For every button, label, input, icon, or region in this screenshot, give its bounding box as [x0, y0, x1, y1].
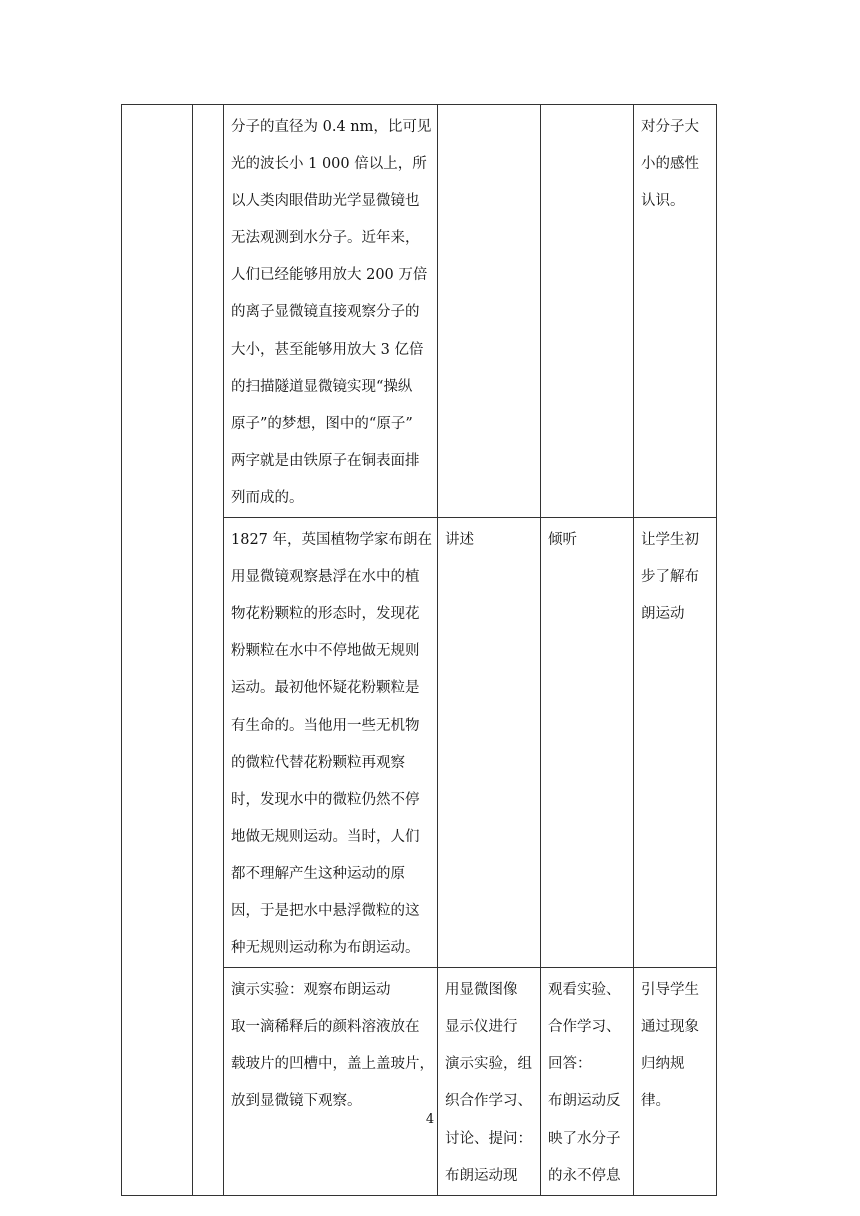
cell-line: 映了水分子 [548, 1130, 621, 1147]
teacher-activity-cell [438, 105, 541, 518]
cell-line: 时，发现水中的微粒仍然不停 [231, 791, 420, 808]
cell-line: 粉颗粒在水中不停地做无规则 [231, 643, 420, 660]
content-cell [224, 105, 438, 518]
cell-line: 因，于是把水中悬浮微粒的这 [231, 902, 420, 919]
page-number: 4 [425, 1112, 435, 1127]
cell-line: 讲述 [445, 532, 474, 549]
cell-line: 地做无规则运动。当时，人们 [231, 828, 420, 845]
cell-line: 对分子大 [641, 119, 699, 135]
cell-line: 1827 年，英国植物学家布朗在 [231, 532, 433, 549]
cell-line: 演示实验，组 [445, 1056, 532, 1073]
cell-line: 物花粉颗粒的形态时，发现花 [231, 606, 420, 623]
cell-line: 的扫描隧道显微镜实现“操纵 [231, 378, 413, 395]
cell-line: 取一滴稀释后的颜料溶液放在 [231, 1019, 420, 1036]
cell-line: 都不理解产生这种运动的原 [231, 865, 405, 882]
teacher-activity-cell [438, 968, 541, 1196]
cell-line: 小的感性 [641, 156, 699, 173]
cell-line: 用显微镜观察悬浮在水中的植 [231, 569, 420, 586]
cell-line: 朗运动 [641, 606, 685, 623]
lesson-plan-table [121, 104, 717, 1196]
design-intent-cell [634, 968, 717, 1196]
cell-line: 让学生初 [641, 532, 699, 549]
student-activity-cell [541, 105, 634, 518]
stage-cell [122, 105, 193, 1196]
cell-line: 光的波长小 1 000 倍以上，所 [231, 156, 427, 173]
cell-line: 步了解布 [641, 569, 699, 586]
cell-line: 讨论、提问： [445, 1130, 532, 1147]
cell-line: 归纳规 [641, 1056, 685, 1073]
cell-line: 无法观测到水分子。近年来， [231, 230, 420, 247]
cell-line: 布朗运动反 [548, 1093, 621, 1110]
cell-line: 用显微图像 [445, 982, 518, 999]
cell-line: 倾听 [548, 532, 577, 549]
cell-line: 大小，甚至能够用放大 3 亿倍 [231, 341, 424, 358]
cell-line: 通过现象 [641, 1019, 699, 1036]
cell-line: 两字就是由铁原子在铜表面排 [231, 452, 420, 469]
cell-line: 的微粒代替花粉颗粒再观察 [231, 754, 405, 771]
cell-line: 回答： [548, 1056, 592, 1073]
cell-line: 载玻片的凹槽中，盖上盖玻片， [231, 1056, 434, 1073]
cell-line: 人们已经能够用放大 200 万倍 [231, 267, 428, 284]
cell-line: 观看实验、 [548, 982, 621, 999]
design-intent-cell [634, 105, 717, 518]
cell-line: 以人类肉眼借助光学显微镜也 [231, 193, 420, 210]
cell-line: 原子”的梦想，图中的“原子” [231, 415, 413, 432]
cell-line: 显示仪进行 [445, 1019, 518, 1036]
cell-line: 律。 [641, 1093, 670, 1110]
cell-line: 认识。 [641, 193, 685, 210]
cell-line: 演示实验：观察布朗运动 [231, 982, 391, 999]
cell-line: 运动。最初他怀疑花粉颗粒是 [231, 680, 420, 697]
cell-line: 布朗运动现 [445, 1167, 518, 1184]
student-activity-cell [541, 968, 634, 1196]
cell-line: 放到显微镜下观察。 [231, 1093, 362, 1110]
cell-line: 分子的直径为 0.4 nm，比可见 [231, 119, 432, 135]
cell-line: 的离子显微镜直接观察分子的 [231, 304, 420, 321]
cell-line: 有生命的。当他用一些无机物 [231, 717, 420, 734]
table-row [122, 105, 717, 518]
cell-line: 的永不停息 [548, 1167, 621, 1184]
cell-line: 引导学生 [641, 982, 699, 999]
substage-cell [193, 105, 224, 1196]
cell-line: 织合作学习、 [445, 1093, 532, 1110]
content-cell [224, 518, 438, 968]
teacher-activity-cell [438, 518, 541, 968]
cell-line: 合作学习、 [548, 1019, 621, 1036]
student-activity-cell [541, 518, 634, 968]
content-cell [224, 968, 438, 1196]
design-intent-cell [634, 518, 717, 968]
cell-line: 种无规则运动称为布朗运动。 [231, 940, 420, 957]
cell-line: 列而成的。 [231, 489, 304, 506]
